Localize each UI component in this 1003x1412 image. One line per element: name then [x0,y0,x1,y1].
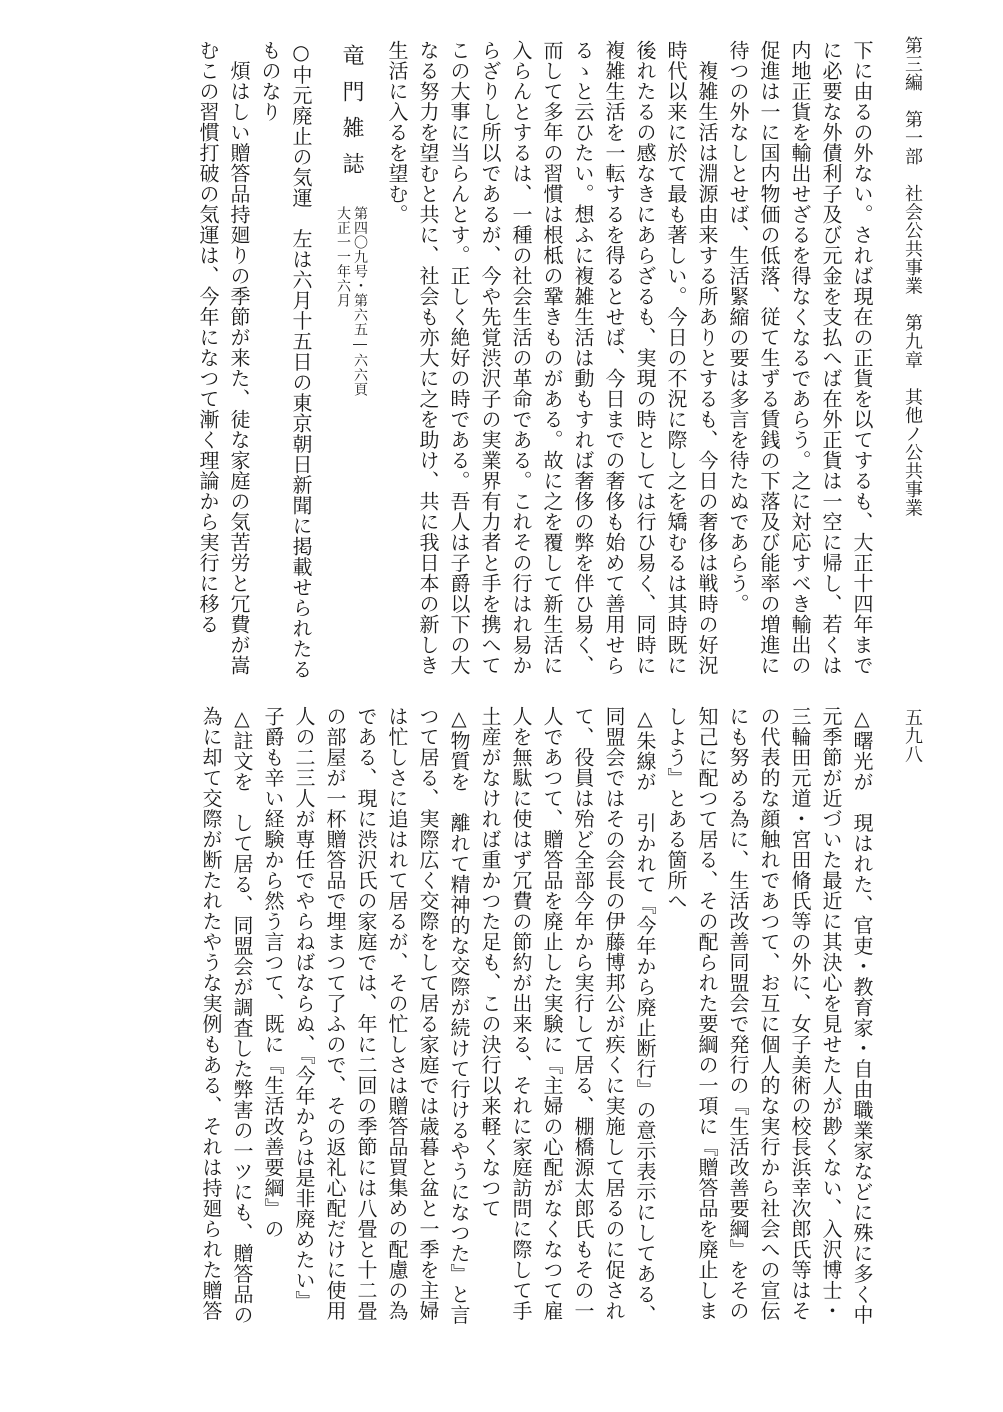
upper-line: 下に由るの外ない。されば現在の正貨を以てするも、大正十四年まで [850,40,874,676]
lower-line: は忙しさに追はれて居るが、その忙しさは贈答品買集めの配慮の為 [385,706,409,1321]
upper-line: 後れたるの感なきにあらざるも、実現の時としては行ひ易く、同時に [633,40,657,676]
upper-line: 待つの外なしとせば、生活緊縮の要は多言を待たぬであらう。 [726,40,750,614]
upper-line: 時代以来に於て最も著しい。今日の不況に際し之を矯むるは其時既に [664,40,688,676]
upper-line: なる努力を望むと共に、社会も亦大に之を助け、共に我日本の新しき [416,40,440,676]
section-issue: 第四〇九号・第六五―六六頁 [352,206,368,397]
lower-line: 元季節が近づいた最近に其決心を見せた人が尠くない、入沢博士・ [819,706,843,1321]
lower-line: 子爵も辛い経験から然う言つて、既に『生活改善要綱』の [261,706,285,1239]
lower-line: 人の二三人が専任でやらねばならぬ、『今年からは是非廃めたい』 [292,706,316,1311]
upper-line: 内地正貨を輸出せざるを得なくなるであらう。之に対応すべき輸出の [788,40,812,676]
upper-line: 促進は一に国内物価の低落、従て生ずる賃銭の下落及び能率の増進に [757,40,781,676]
lower-line: △註文を して居る、同盟会が調査した弊害の一ツにも、贈答品の [230,706,254,1325]
lower-line: 人を無駄に使はず冗費の節約が出来る、それに家庭訪問に際して手 [509,706,533,1321]
upper-line: 複雑生活を一転するを得るとせば、今日までの奢侈も始めて善用せら [602,40,626,676]
upper-line: この大事に当らんとす。正しく絶好の時である。吾人は子爵以下の大 [447,40,471,676]
upper-line: らざりし所以であるが、今や先覚渋沢子の実業界有力者と手を携へて [478,40,502,676]
lower-line: の部屋が一杯贈答品で埋まつて了ふので、その返礼心配だけに使用 [323,706,347,1321]
lower-line: 知己に配つて居る、その配られた要綱の一項に『贈答品を廃止しま [695,706,719,1321]
lower-line: つて居る、実際広く交際をして居る家庭では歳暮と盆と一季を主婦 [416,706,440,1321]
lower-line: の代表的な顔触れであつて、お互に個人的な実行から社会への宣伝 [757,706,781,1321]
upper-line: 而して多年の習慣は根柢の鞏きものがある。故に之を覆して新生活に [540,40,564,676]
upper-line: 煩はしい贈答品持廻りの季節が来た、徒な家庭の気苦労と冗費が嵩 [227,40,251,676]
lower-line: 人であつて、贈答品を廃止した実験に『主婦の心配がなくなつて雇 [540,706,564,1321]
lower-line: しよう』とある箇所へ [664,706,688,911]
upper-line: 入らんとするは、一種の社会生活の革命である。これその行はれ易か [509,40,533,676]
upper-line: 生活に入るを望む。 [385,40,409,225]
running-title: 第三編 第一部 社会公共事業 第九章 其他ノ公共事業 [902,36,923,517]
lower-line: 土産がなければ重かつた足も、この決行以来軽くなつて [478,706,502,1219]
lower-line: 為に却て交際が断たれたやうな実例もある、それは持廻られた贈答 [199,706,223,1321]
page-number: 五九八 [902,708,923,764]
lower-line: にも努める為に、生活改善同盟会で発行の『生活改善要綱』をその [726,706,750,1321]
lower-line: △曙光が 現はれた、官吏・教育家・自由職業家などに殊に多く中 [850,706,874,1325]
upper-line: に必要な外債利子及び元金を支払へば在外正貨は一空に帰し、若くは [819,40,843,676]
upper-line: るゝと云ひたい。想ふに複雑生活は動もすれば奢侈の弊を伴ひ易く、 [571,40,595,676]
lower-line: 三輪田元道・宮田脩氏等の外に、女子美術の校長浜幸次郎氏等はそ [788,706,812,1321]
lower-line: △朱線が 引かれて『今年から廃止断行』の意示表示にしてある、 [633,706,657,1325]
upper-line: 複雑生活は淵源由来する所ありとするも、今日の奢侈は戦時の好況 [695,40,719,676]
lower-line: △物質を 離れて精神的な交際が続けて行けるやうになつた』と言 [447,706,471,1325]
lower-line: である、現に渋沢氏の家庭では、年に二回の季節には八畳と十二畳 [354,706,378,1321]
upper-line: ものなり [258,40,282,122]
lower-line: て、役員は殆ど全部今年から実行して居る、棚橋源太郎氏もその一 [571,706,595,1321]
upper-line: ○中元廃止の気運 左は六月十五日の東京朝日新聞に掲載せられたる [289,40,313,680]
upper-line: むこの習慣打破の気運は、今年になつて漸く理論から実行に移る [196,40,220,635]
lower-line: 同盟会ではその会長の伊藤博邦公が疾くに実施して居るのに促され [602,706,626,1321]
section-date: 大正一一年六月 [335,206,351,308]
section-title: 竜門雑誌 [339,44,364,188]
